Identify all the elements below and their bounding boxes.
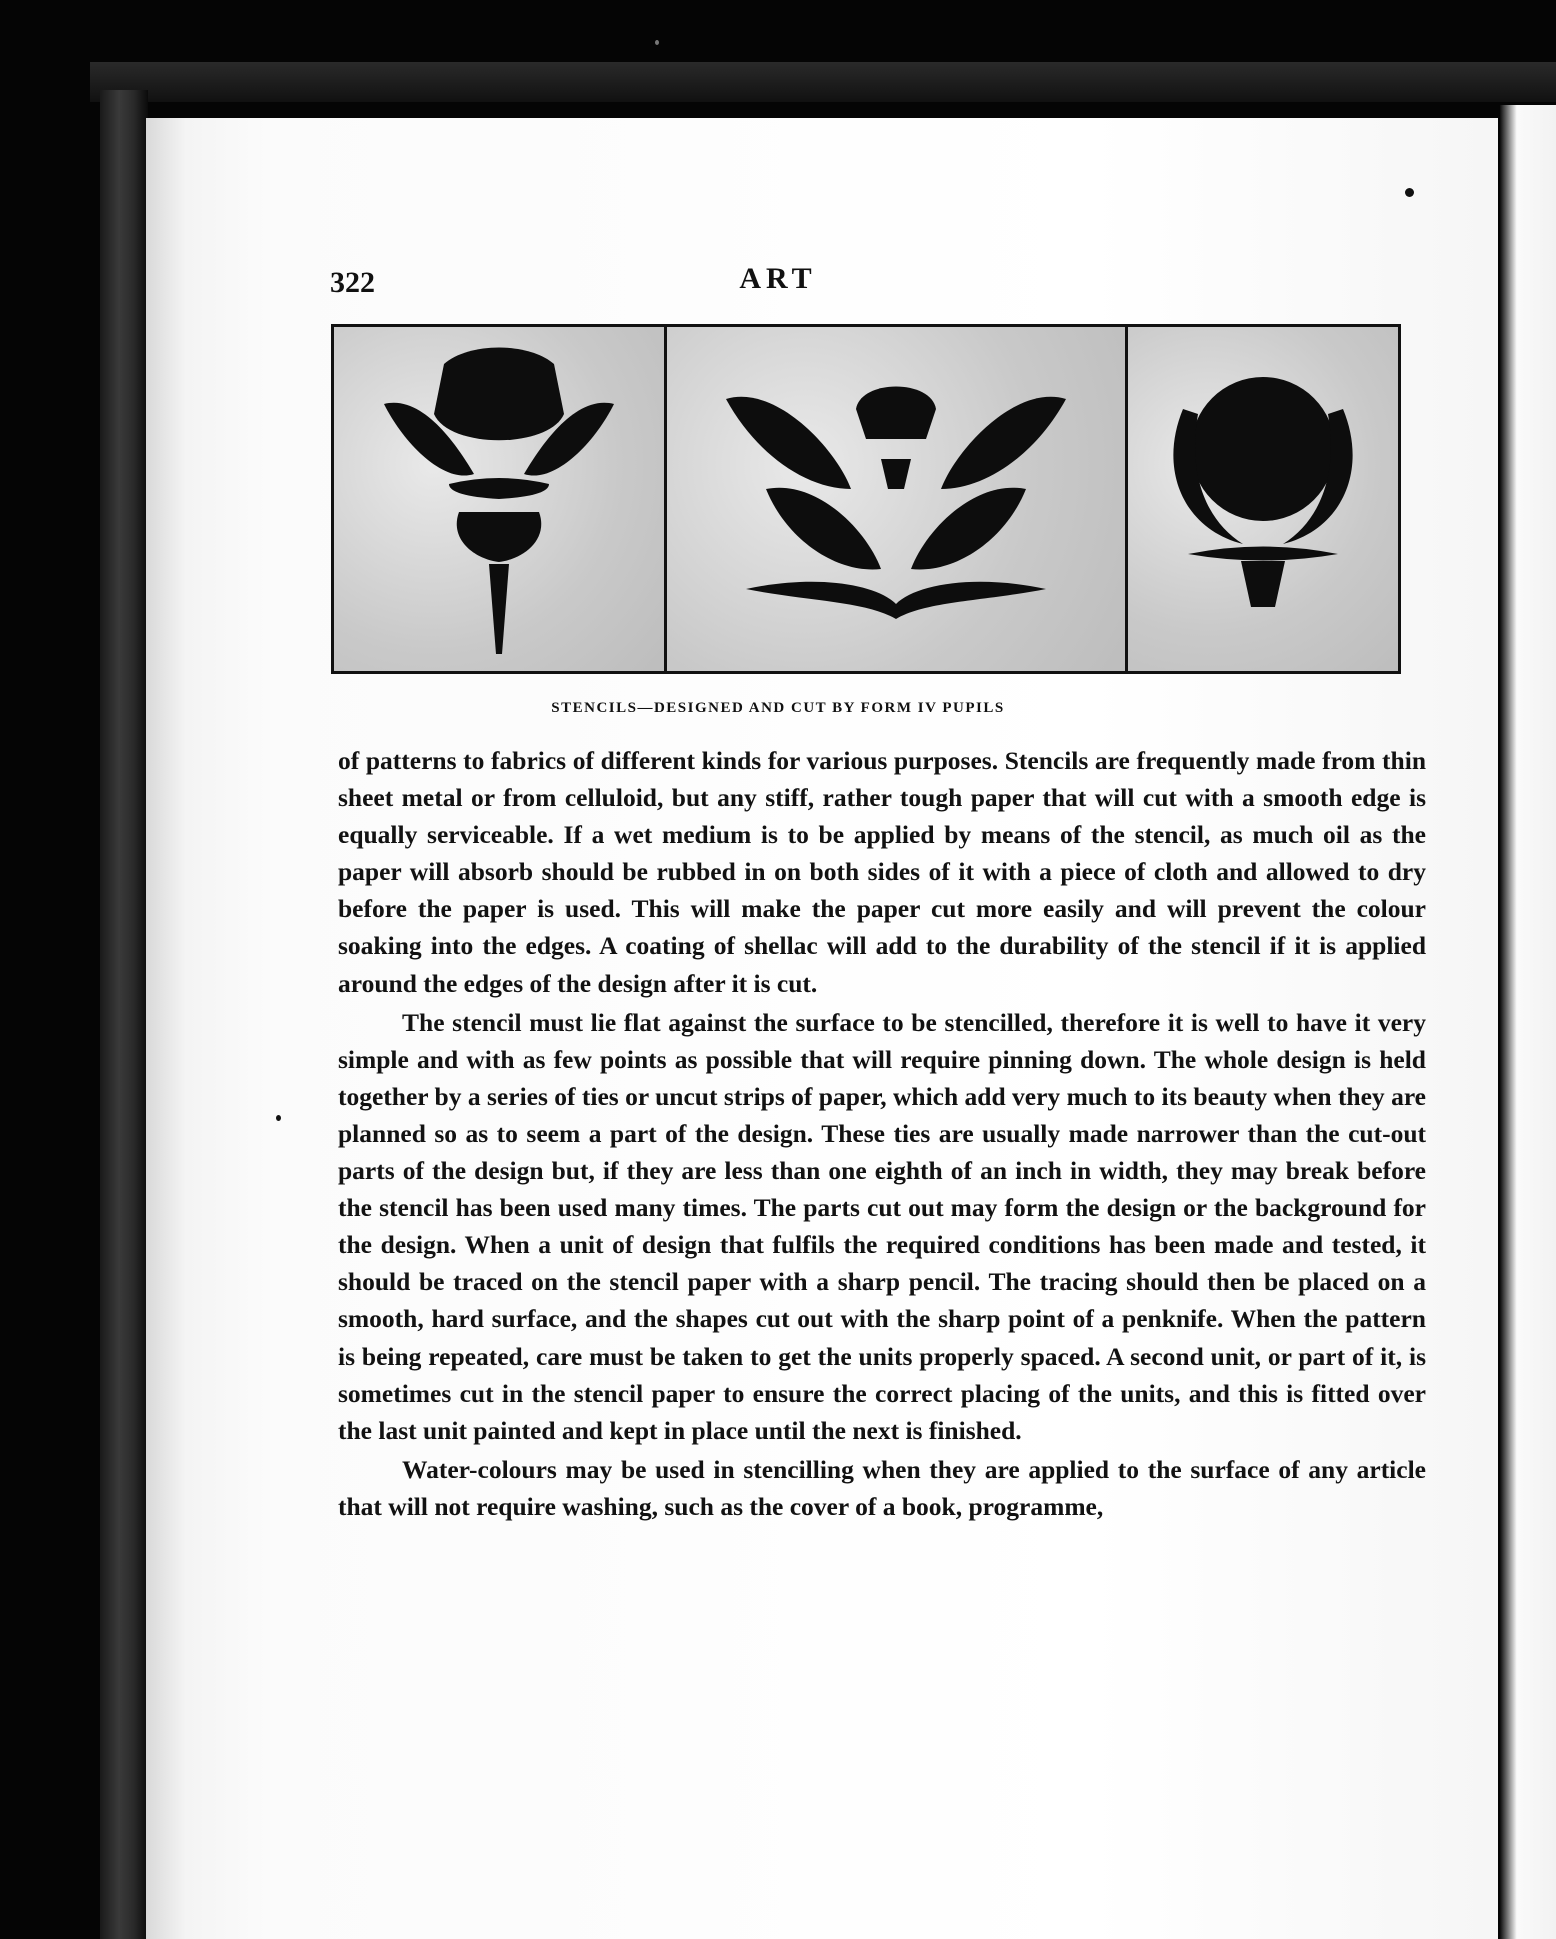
- scanner-top-edge: [90, 62, 1556, 102]
- book-spine: [100, 90, 148, 1939]
- stencil-panel-1: [334, 327, 664, 671]
- paragraph: Water-colours may be used in stencilling when they are applied to the surface of any article that will not require washing, such as the cover of a book, programme,: [338, 1454, 1426, 1521]
- stencil-flower-spread-icon: [686, 339, 1106, 659]
- stencil-panel-3: [1125, 327, 1398, 671]
- figure-caption: STENCILS—DESIGNED AND CUT BY FORM IV PUPILS: [551, 700, 1005, 716]
- scan-speck: [276, 1115, 281, 1121]
- stencil-flower-round-icon: [1143, 339, 1383, 659]
- body-text: [338, 742, 1426, 1527]
- stencil-flower-cup-icon: [349, 334, 649, 664]
- facing-page-edge: [1500, 105, 1556, 1939]
- paragraph: of patterns to fabrics of different kinds for various purposes. Stencils are frequently made from thin sheet metal or from celluloid, but any stiff, rather tough paper that will cut with a smooth edge is equally serviceable. If a wet medium is to be applied by means of the stencil, as much oil as the paper will absorb should be rubbed in on both sides of it with a piece of cloth and allowed to dry before the paper is used. This will make the paper cut more easily and will prevent the colour soaking into the edges. A coating of shellac will add to the durability of the stencil if it is applied around the edges of the design after it is cut.: [338, 746, 1426, 998]
- running-title: ART: [739, 262, 817, 295]
- page-number: 322: [330, 266, 375, 299]
- stencil-panel-2: [664, 327, 1125, 671]
- scan-speck: [655, 40, 659, 45]
- stencil-figure: [331, 324, 1401, 674]
- paragraph: The stencil must lie flat against the surface to be stencilled, therefore it is well to have it very simple and with as few points as possible that will require pinning down. The whole design is held together by a series of ties or uncut strips of paper, which add very much to its beauty when they are planned so as to seem a part of the design. These ties are usually made narrower than the cut-out parts of the design but, if they are less than one eighth of an inch in width, they may break before the stencil has been used many times. The parts cut out may form the design or the background for the design. When a unit of design that fulfils the required conditions has been made and tested, it should be traced on the stencil paper with a sharp pencil. The tracing should then be placed on a smooth, hard surface, and the shapes cut out with the sharp point of a penknife. When the pattern is being repeated, care must be taken to get the units properly spaced. A second unit, or part of it, is sometimes cut in the stencil paper to ensure the correct placing of the units, and this is fitted over the last unit painted and kept in place until the next is finished.: [338, 1007, 1426, 1445]
- scan-speck: [1405, 188, 1414, 197]
